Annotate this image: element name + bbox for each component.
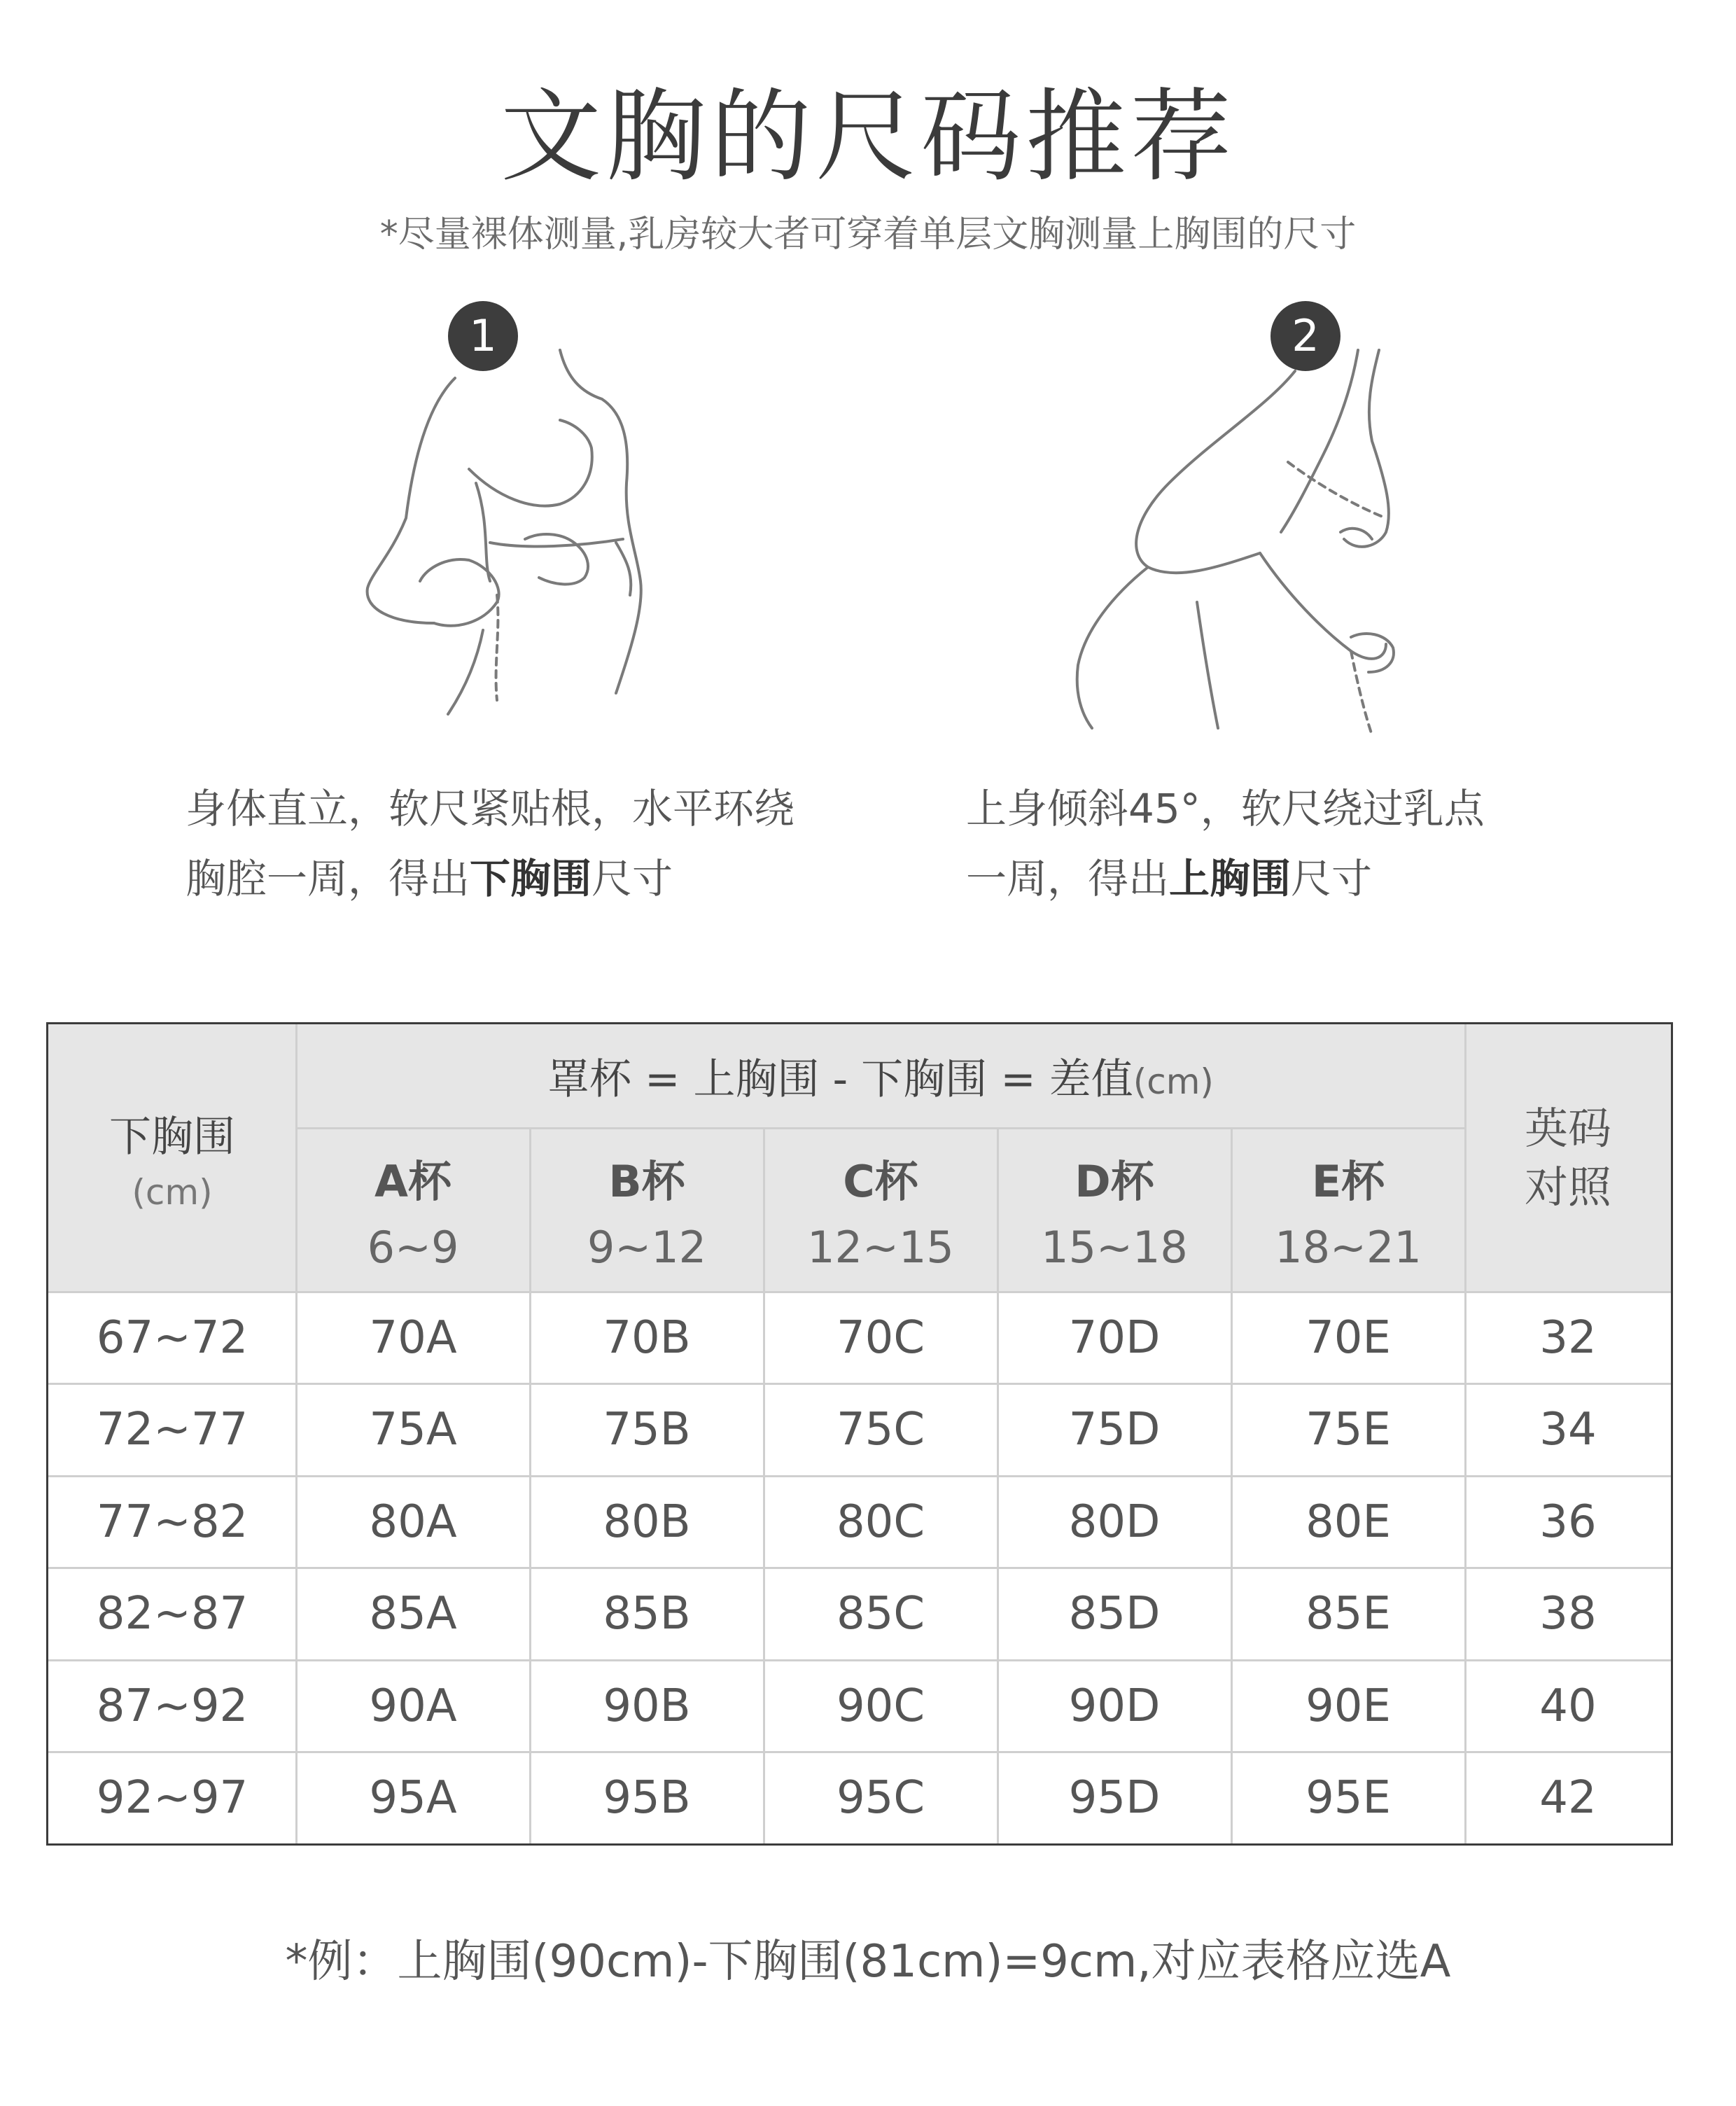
table-cell-underbust: 92~97: [96, 1772, 248, 1825]
table-cell-cup-d: 70D: [1068, 1311, 1161, 1364]
table-cell-cup-e: 80E: [1306, 1495, 1391, 1548]
table-cell-cup-a: 80A: [369, 1495, 457, 1548]
cup-formula-label: 罩杯 = 上胸围 - 下胸围 = 差值: [547, 1055, 1133, 1104]
cup-range: 6~9: [367, 1222, 459, 1273]
table-cell-cup-d: 85D: [1068, 1588, 1161, 1640]
uk-size-header-line-1: 英码: [1524, 1103, 1611, 1154]
underbust-figure-drawing: [350, 301, 868, 735]
cup-formula-text: [547, 1046, 1214, 1106]
table-cell-uk-size: 38: [1539, 1588, 1597, 1640]
table-cell-cup-c: 95C: [836, 1772, 925, 1825]
cup-formula-unit: (cm): [1133, 1061, 1214, 1102]
cup-range: 12~15: [807, 1222, 954, 1273]
table-cell-cup-e: 70E: [1306, 1311, 1391, 1364]
table-cell-cup-a: 75A: [369, 1404, 457, 1456]
cup-name: C杯: [843, 1156, 918, 1207]
table-cell-underbust: 67~72: [96, 1311, 248, 1364]
table-cell-cup-b: 70B: [603, 1311, 691, 1364]
underbust-header: [48, 1024, 296, 1292]
cup-name: E杯: [1311, 1156, 1385, 1207]
cup-range: 15~18: [1041, 1222, 1188, 1273]
step-1-line-1: 身体直立，软尺紧贴根，水平环绕: [186, 785, 795, 832]
cup-name: B杯: [608, 1156, 685, 1207]
table-cell-cup-b: 75B: [603, 1404, 691, 1456]
table-cell-cup-c: 85C: [836, 1588, 925, 1640]
table-cell-cup-a: 85A: [369, 1588, 457, 1640]
table-cell-cup-a: 70A: [369, 1311, 457, 1364]
underbust-term: 下胸围: [470, 855, 592, 902]
overbust-term: 上胸围: [1169, 855, 1292, 902]
step-1-line-2-text: 胸腔一周，得出: [186, 855, 470, 902]
row-divider: [296, 1127, 1465, 1129]
table-cell-underbust: 77~82: [96, 1495, 248, 1548]
cup-name: D杯: [1074, 1156, 1154, 1207]
step-number-badge: 2: [1270, 301, 1340, 371]
table-cell-cup-d: 95D: [1068, 1772, 1161, 1825]
step-1-description: [186, 774, 794, 914]
step-2-line-1: 上身倾斜45°，软尺绕过乳点: [966, 785, 1485, 832]
table-cell-uk-size: 36: [1539, 1495, 1597, 1548]
underbust-header-unit: (cm): [132, 1172, 213, 1213]
example-note: *例：上胸围(90cm)-下胸围(81cm)=9cm,对应表格应选A: [285, 1936, 1451, 1988]
step-1-line-2: [186, 844, 794, 914]
table-cell-uk-size: 32: [1539, 1311, 1597, 1364]
table-cell-cup-d: 80D: [1068, 1495, 1161, 1548]
step-2-line-2: [966, 844, 1485, 914]
uk-size-header: [1465, 1024, 1671, 1292]
table-cell-cup-a: 95A: [369, 1772, 457, 1825]
step-1-line-2-suffix: 尺寸: [592, 855, 673, 902]
cup-range: 18~21: [1275, 1222, 1422, 1273]
cup-range: 9~12: [587, 1222, 707, 1273]
table-cell-cup-a: 90A: [369, 1680, 457, 1732]
table-cell-cup-d: 75D: [1068, 1404, 1161, 1456]
cup-header-d: [997, 1128, 1231, 1292]
cup-header-b: [530, 1128, 764, 1292]
cup-header-a: [296, 1128, 530, 1292]
uk-size-header-line-2: 对照: [1524, 1162, 1611, 1213]
table-cell-uk-size: 40: [1539, 1680, 1597, 1732]
cup-header-e: [1231, 1128, 1465, 1292]
table-cell-cup-b: 95B: [603, 1772, 691, 1825]
step-2-illustration: [1057, 301, 1575, 735]
table-cell-uk-size: 42: [1539, 1772, 1597, 1825]
measurement-tip: *尽量裸体测量,乳房较大者可穿着单层文胸测量上胸围的尺寸: [379, 214, 1357, 256]
table-cell-uk-size: 34: [1539, 1404, 1597, 1456]
table-cell-cup-e: 90E: [1306, 1680, 1391, 1732]
table-cell-cup-b: 80B: [603, 1495, 691, 1548]
table-cell-underbust: 82~87: [96, 1588, 248, 1640]
table-cell-cup-d: 90D: [1068, 1680, 1161, 1732]
cup-header-c: [764, 1128, 997, 1292]
step-number-badge: 1: [448, 301, 518, 371]
step-2-description: [966, 774, 1485, 914]
table-cell-underbust: 72~77: [96, 1404, 248, 1456]
page-title: 文胸的尺码推荐: [500, 78, 1236, 195]
table-cell-cup-b: 85B: [603, 1588, 691, 1640]
table-cell-cup-c: 90C: [836, 1680, 925, 1732]
table-cell-cup-e: 95E: [1306, 1772, 1391, 1825]
step-2-line-2-text: 一周，得出: [966, 855, 1170, 902]
table-cell-cup-b: 90B: [603, 1680, 691, 1732]
table-cell-cup-e: 75E: [1306, 1404, 1391, 1456]
size-chart-table: [46, 1022, 1673, 1846]
table-cell-cup-c: 80C: [836, 1495, 925, 1548]
step-2-line-2-suffix: 尺寸: [1291, 855, 1373, 902]
table-cell-cup-c: 75C: [836, 1404, 925, 1456]
table-cell-cup-c: 70C: [836, 1311, 925, 1364]
table-cell-cup-e: 85E: [1306, 1588, 1391, 1640]
table-cell-underbust: 87~92: [96, 1680, 248, 1732]
step-1-illustration: [350, 301, 868, 735]
cup-name: A杯: [374, 1156, 451, 1207]
cup-formula-header: [296, 1024, 1465, 1128]
underbust-header-label: 下胸围: [109, 1113, 235, 1162]
